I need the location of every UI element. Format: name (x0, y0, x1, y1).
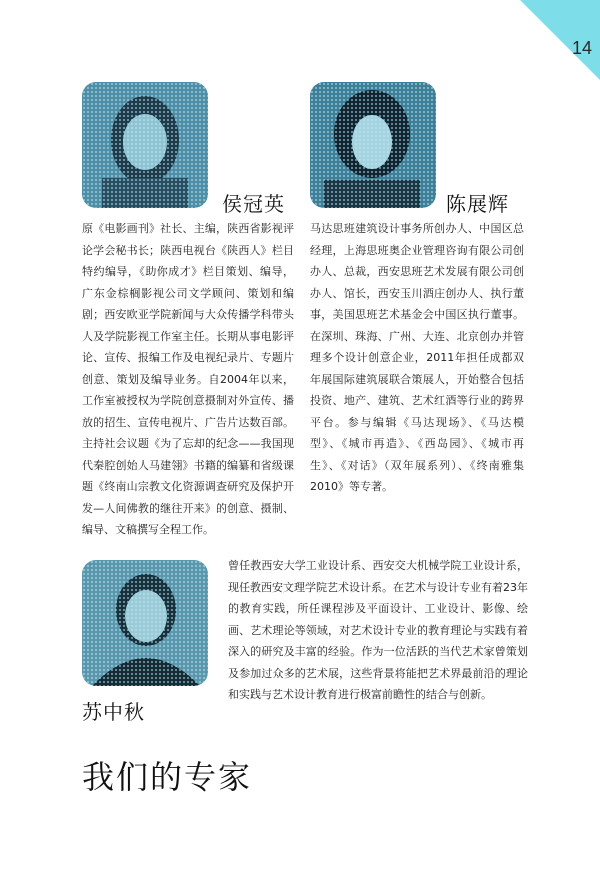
expert-bio-hou-guanying: 原《电影画刊》社长、主编，陕西省影视评论学会秘书长；陕西电视台《陕西人》栏目特约编导，《助你成才》栏目策划、编导，广东金棕榈影视公司文学顾问、策划和编剧；西安欧亚学院新闻与大众传播学科带头人及学院影视工作室主任。长期从事电影评论、宣传、报编工作及电视纪录片、专题片创意、策划及编导业务。自2004年以来，工作室被授权为学院创意摄制对外宣传、播放的招生、宣传电视片、广告片达数百部。主持社会议题《为了忘却的纪念——我国现代秦腔创始人马建翎》书籍的编纂和省级课题《终南山宗教文化资源调查研究及保护开发—人间佛教的继往开来》的创意、摄制、编导、文稿撰写全程工作。 (82, 222, 294, 536)
section-heading: 我们的专家 (82, 758, 253, 796)
portrait-su-zhongqiu (82, 560, 208, 686)
expert-name-chen-zhanhui: 陈展辉 (446, 192, 509, 216)
expert-bio-su-zhongqiu: 曾任教西安大学工业设计系、西安交大机械学院工业设计系，现任教西安文理学院艺术设计系。在艺术与设计专业有着23年的教育实践，所任课程涉及平面设计、工业设计、影像、绘画、艺术理论等领域，对艺术设计专业的教育理论与实践有着深入的研究及丰富的经验。作为一位活跃的当代艺术家曾策划及参加过众多的艺术展，这些背景将能把艺术界最前沿的理论和实践与艺术设计教育进行极富前瞻性的结合与创新。 (228, 559, 528, 701)
expert-name-su-zhongqiu: 苏中秋 (82, 700, 145, 724)
portrait-hou-guanying (82, 82, 208, 208)
page-number: 14 (571, 38, 592, 58)
portrait-chen-zhanhui (310, 82, 436, 208)
expert-name-hou-guanying: 侯冠英 (222, 192, 285, 216)
expert-bio-chen-zhanhui: 马达思班建筑设计事务所创办人、中国区总经理，上海思班奥企业管理咨询有限公司创办人、总裁，西安思班艺术发展有限公司创办人、馆长，西安玉川酒庄创办人、执行董事，美国思班艺术基金会中国区执行董事。在深圳、珠海、广州、大连、北京创办并管理多个设计创意企业，2011年担任成都双年展国际建筑展联合策展人，开始整合包括投资、地产、建筑、艺术红酒等行业的跨界平台。参与编辑《马达现场》、《马达模型》、《城市再造》、《西岛园》、《城市再生》、《对话》（双年展系列）、《终南雅集2010》等专著。 (310, 222, 524, 493)
